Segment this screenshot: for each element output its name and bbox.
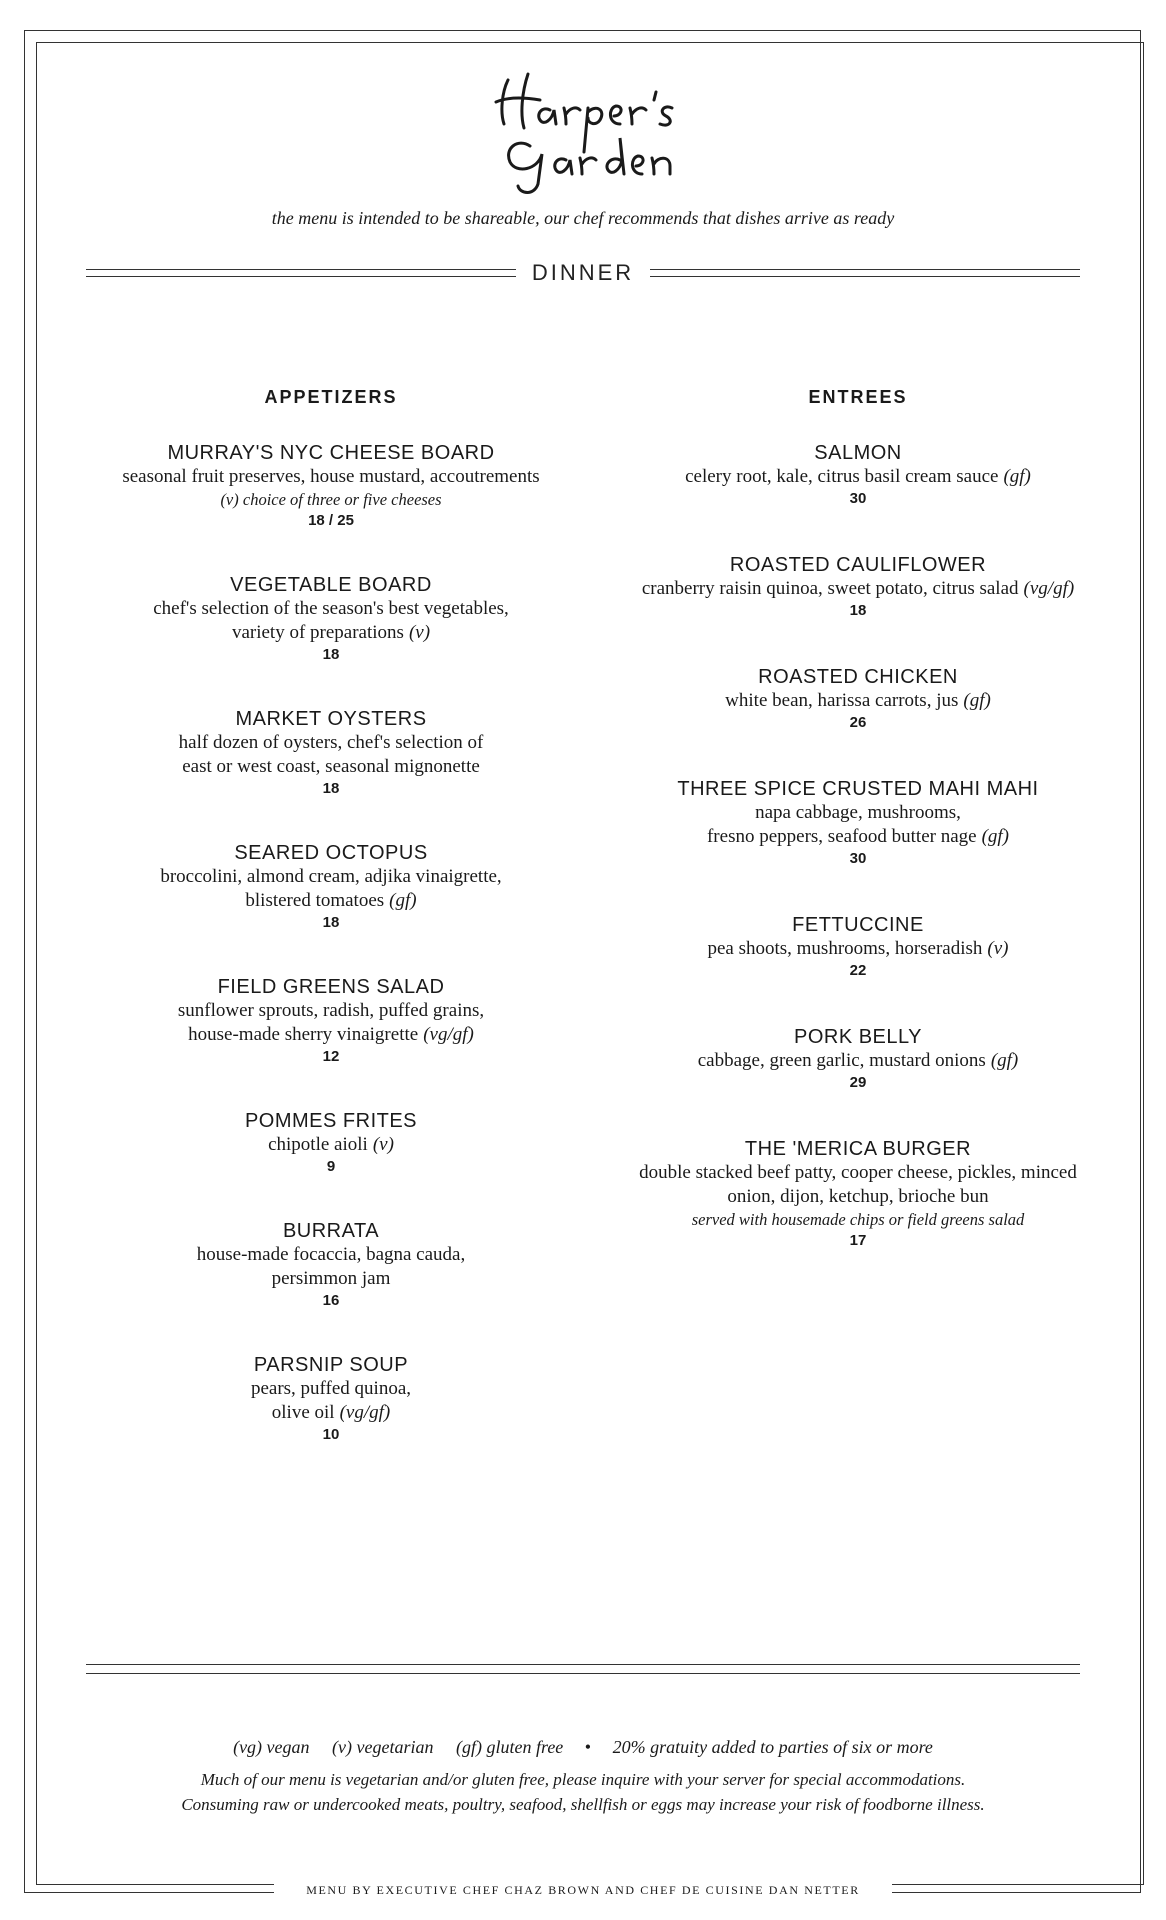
menu-item-name: SEARED OCTOPUS (234, 842, 428, 864)
menu-item-description (86, 465, 576, 489)
menu-item-price: 18 / 25 (308, 512, 354, 529)
menu-item-description (86, 999, 576, 1047)
dietary-tag: (gf) (963, 690, 991, 711)
menu-item (86, 975, 576, 1067)
menu-item-price: 18 (322, 914, 340, 931)
menu-item-description (598, 689, 1118, 713)
entrees-heading: ENTREES (808, 387, 908, 407)
menu-item-name: BURRATA (282, 1220, 380, 1242)
menu-item-note: (v) choice of three or five cheeses (220, 490, 442, 509)
menu-item (598, 777, 1118, 869)
menu-item-description-text: napa cabbage, mushrooms, fresno peppers, seafood butter nage (706, 802, 977, 847)
menu-item-name: SALMON (814, 442, 902, 464)
menu-item-description (598, 937, 1118, 961)
menu-item-price: 18 (322, 780, 340, 797)
menu-item-note: served with housemade chips or field greens salad (691, 1210, 1025, 1229)
appetizers-heading: APPETIZERS (264, 387, 398, 407)
menu-item-description (86, 1377, 576, 1425)
menu-item-description (598, 577, 1118, 601)
menu-item-description-text: seasonal fruit preserves, house mustard, accoutrements (122, 466, 540, 487)
dietary-tag: (v) (372, 1134, 394, 1155)
entree-list (598, 441, 1118, 1251)
dietary-tag: (gf) (990, 1050, 1019, 1071)
logo-script-mark (480, 62, 690, 197)
menu-item (86, 1353, 576, 1445)
legend-gratuity: 20% gratuity added to parties of six or more (612, 1737, 933, 1757)
menu-item-description-text: pears, puffed quinoa, olive oil (250, 1378, 412, 1423)
menu-item-description-text: double stacked beef patty, cooper cheese, pickles, minced onion, dijon, ketchup, brioche bun (639, 1162, 1077, 1207)
menu-item (598, 553, 1118, 621)
appetizer-list (86, 441, 576, 1445)
menu-item (598, 441, 1118, 509)
menu-item-description-text: pea shoots, mushrooms, horseradish (707, 938, 983, 959)
dietary-tag: (gf) (981, 826, 1010, 847)
menu-item-price: 30 (849, 490, 867, 507)
menu-item-description-text: half dozen of oysters, chef's selection of east or west coast, seasonal mignonette (178, 732, 484, 777)
menu-item-name: PARSNIP SOUP (253, 1354, 409, 1376)
dietary-tag: (v) (408, 622, 431, 643)
menu-item-description-text: sunflower sprouts, radish, puffed grains, house-made sherry vinaigrette (177, 1000, 485, 1045)
dietary-tag: (v) (987, 938, 1009, 959)
menu-item-description-text: house-made focaccia, bagna cauda, persimmon jam (196, 1244, 466, 1289)
appetizers-column (86, 385, 576, 1487)
menu-item (598, 1137, 1118, 1251)
footer-double-rule (86, 1664, 1080, 1674)
menu-item (86, 707, 576, 799)
harpers-garden-logo (480, 62, 690, 197)
menu-item-price: 10 (322, 1426, 340, 1443)
menu-item-name: PORK BELLY (793, 1026, 923, 1048)
menu-item-description (598, 801, 1118, 849)
footnote-food-safety: Consuming raw or undercooked meats, poultry, seafood, shellfish or eggs may increase your risk of foodborne illness. (181, 1795, 985, 1814)
menu-item-description-text: chef's selection of the season's best vegetables, variety of preparations (153, 598, 509, 643)
dinner-section-header (86, 258, 1080, 288)
menu-item-price: 18 (849, 602, 867, 619)
legend-separator: • (584, 1737, 592, 1757)
section-title: DINNER (531, 260, 635, 285)
menu-item-description-text: white bean, harissa carrots, jus (725, 690, 959, 711)
menu-item-name: FIELD GREENS SALAD (217, 976, 445, 998)
menu-item-name: VEGETABLE BOARD (230, 574, 432, 596)
double-rule-right (650, 269, 1080, 277)
menu-item-name: THREE SPICE CRUSTED MAHI MAHI (677, 778, 1039, 800)
entrees-column (598, 385, 1118, 1295)
menu-item-name: MURRAY'S NYC CHEESE BOARD (167, 442, 495, 464)
dietary-tag: (vg/gf) (339, 1402, 391, 1423)
menu-item-description (86, 731, 576, 779)
menu-item (598, 913, 1118, 981)
menu-item (86, 1109, 576, 1177)
menu-item-description (598, 1161, 1118, 1209)
menu-item-name: ROASTED CHICKEN (758, 666, 958, 688)
menu-item-price: 9 (326, 1158, 336, 1175)
dietary-tag: (vg/gf) (423, 1024, 474, 1045)
footnote-accommodations: Much of our menu is vegetarian and/or gluten free, please inquire with your server for special accommodations. (200, 1770, 966, 1789)
dietary-legend (0, 1737, 1166, 1758)
menu-item-description (86, 1133, 576, 1157)
menu-item-price: 30 (849, 850, 867, 867)
menu-item-description-text: cabbage, green garlic, mustard onions (697, 1050, 986, 1071)
menu-item-description (86, 597, 576, 645)
dietary-tag: (vg/gf) (1023, 578, 1075, 599)
chef-credit-box (274, 1878, 892, 1902)
menu-item-description-text: celery root, kale, citrus basil cream sauce (685, 466, 999, 487)
menu-item-name: MARKET OYSTERS (235, 708, 427, 730)
menu-item-price: 29 (849, 1074, 867, 1091)
menu-item-price: 16 (322, 1292, 340, 1309)
legend-vegetarian: (v) vegetarian (332, 1737, 434, 1757)
menu-item (86, 573, 576, 665)
menu-item-price: 18 (322, 646, 340, 663)
legend-gluten-free: (gf) gluten free (456, 1737, 564, 1757)
menu-item (86, 841, 576, 933)
dietary-tag: (gf) (1003, 466, 1031, 487)
menu-item (598, 1025, 1118, 1093)
menu-item-name: POMMES FRITES (244, 1110, 418, 1132)
menu-item (86, 441, 576, 531)
menu-item-description-text: cranberry raisin quinoa, sweet potato, citrus salad (641, 578, 1019, 599)
menu-item-price: 12 (322, 1048, 340, 1065)
menu-item-price: 26 (849, 714, 867, 731)
menu-item-price: 22 (849, 962, 867, 979)
menu-item (86, 1219, 576, 1311)
legend-vegan: (vg) vegan (233, 1737, 310, 1757)
menu-item-description-text: broccolini, almond cream, adjika vinaigrette, blistered tomatoes (160, 866, 502, 911)
menu-item-description (86, 865, 576, 913)
menu-item-name: FETTUCCINE (792, 914, 924, 936)
menu-tagline: the menu is intended to be shareable, our chef recommends that dishes arrive as ready (271, 208, 895, 228)
menu-item-description (598, 1049, 1118, 1073)
dietary-tag: (gf) (389, 890, 417, 911)
menu-item (598, 665, 1118, 733)
menu-item-description (598, 465, 1118, 489)
double-rule-left (86, 269, 516, 277)
menu-item-description (86, 1243, 576, 1291)
chef-credit: MENU BY EXECUTIVE CHEF CHAZ BROWN AND CHEF DE CUISINE DAN NETTER (306, 1883, 860, 1897)
menu-item-name: ROASTED CAULIFLOWER (729, 554, 987, 576)
menu-item-description-text: chipotle aioli (268, 1134, 368, 1155)
menu-item-price: 17 (849, 1232, 867, 1249)
menu-item-name: THE 'MERICA BURGER (744, 1138, 972, 1160)
